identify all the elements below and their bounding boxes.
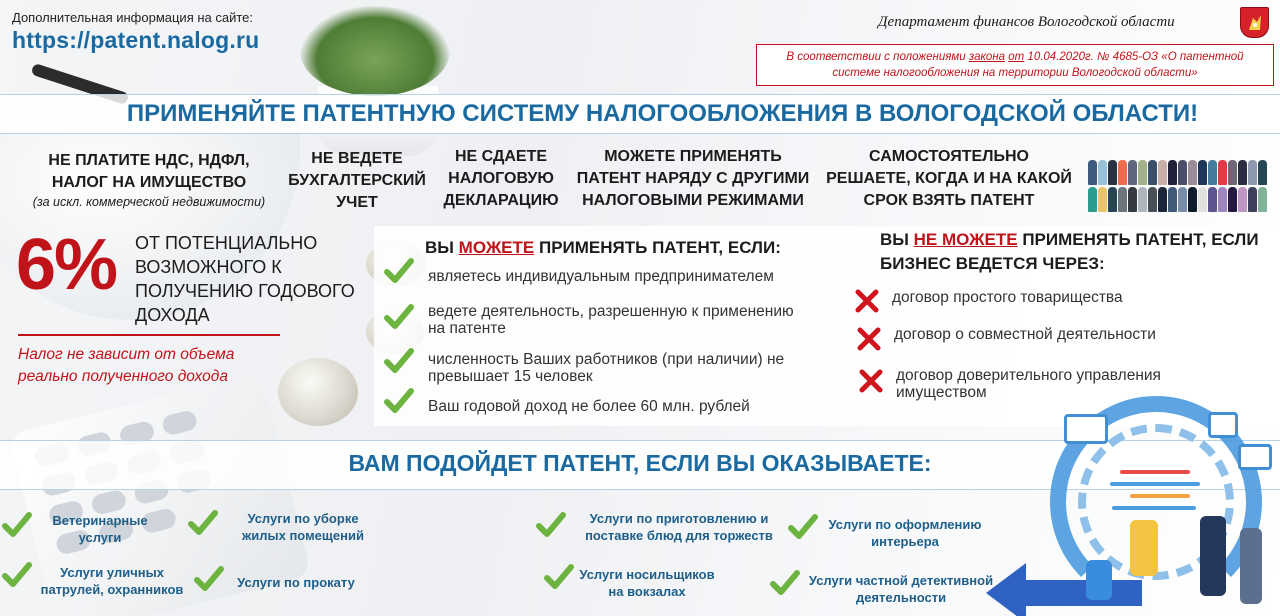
benefit-no-vat <box>18 150 280 210</box>
rate-line: ВОЗМОЖНОГО К <box>135 257 282 277</box>
tax-note <box>18 344 288 388</box>
benefit-no-declaration <box>430 146 572 212</box>
condition-line: численность Ваших работников (при наличии) не <box>428 351 785 368</box>
check-icon <box>536 512 566 538</box>
check-icon <box>2 512 32 538</box>
service-item <box>228 574 364 591</box>
benefit-line: НЕ ПЛАТИТЕ НДС, НДФЛ, <box>48 152 250 169</box>
benefit-line: САМОСТОЯТЕЛЬНО <box>869 148 1029 165</box>
can-condition <box>428 398 750 415</box>
tax-note-line: Налог не зависит от объема <box>18 346 235 363</box>
check-icon <box>384 348 414 374</box>
cannot-heading-suffix: ПРИМЕНЯТЬ ПАТЕНТ, ЕСЛИ <box>1017 230 1259 249</box>
check-icon <box>188 510 218 536</box>
cross-icon <box>858 368 884 394</box>
law-line2: системе налогообложения на территории Вологодской области» <box>832 67 1198 79</box>
info-label: Дополнительная информация на сайте: <box>12 10 254 25</box>
benefit-line: НАЛОГ НА ИМУЩЕСТВО <box>51 174 247 191</box>
benefit-no-accounting <box>282 148 432 214</box>
service-line: Услуги по уборке <box>247 511 359 526</box>
person-illustration <box>1130 520 1158 576</box>
screen-illustration <box>1208 412 1238 438</box>
benefit-line: МОЖЕТЕ ПРИМЕНЯТЬ <box>604 148 782 165</box>
condition-line: договор о совместной деятельности <box>894 326 1156 343</box>
service-item <box>574 566 720 600</box>
can-heading-highlight: МОЖЕТЕ <box>458 238 535 257</box>
check-icon <box>2 562 32 588</box>
cannot-condition <box>896 367 1161 401</box>
check-icon <box>788 514 818 540</box>
person-illustration <box>1200 516 1226 596</box>
benefit-line: СРОК ВЗЯТЬ ПАТЕНТ <box>863 192 1035 209</box>
cross-icon <box>854 288 880 314</box>
site-link[interactable]: https://patent.nalog.ru <box>12 27 260 53</box>
rate-description <box>135 231 360 327</box>
cannot-condition <box>892 289 1123 306</box>
check-icon <box>544 564 574 590</box>
condition-line: ведете деятельность, разрешенную к применению <box>428 303 794 320</box>
plant-decoration <box>300 6 450 96</box>
service-line: патрулей, охранников <box>40 582 184 597</box>
service-item <box>820 516 990 550</box>
benefit-line: НЕ ВЕДЕТЕ <box>311 150 403 167</box>
main-title: ПРИМЕНЯЙТЕ ПАТЕНТНУЮ СИСТЕМУ НАЛОГООБЛОЖЕНИЯ В ВОЛОГОДСКОЙ ОБЛАСТИ! <box>126 100 1199 127</box>
rate-line: ДОХОДА <box>135 305 210 325</box>
can-condition <box>428 303 794 337</box>
service-line: на вокзалах <box>608 584 686 599</box>
rate-line: ПОЛУЧЕНИЮ ГОДОВОГО <box>135 281 355 301</box>
code-line-illustration <box>1120 470 1190 474</box>
benefit-combine-regimes <box>568 146 818 212</box>
benefit-choose-term <box>822 146 1076 212</box>
condition-line: на патенте <box>428 320 506 337</box>
cannot-condition <box>894 326 1156 343</box>
benefit-line: НАЛОГОВУЮ <box>448 170 554 187</box>
condition-line: договор доверительного управления <box>896 367 1161 384</box>
service-line: Услуги по оформлению <box>828 517 982 532</box>
crowd-illustration <box>1088 160 1274 212</box>
law-rest: 10.04.2020г. № 4685-ОЗ «О патентной <box>1024 51 1244 63</box>
person-illustration <box>1086 560 1112 600</box>
check-icon <box>384 388 414 414</box>
screen-illustration <box>1238 444 1272 470</box>
cannot-heading-line2: БИЗНЕС ВЕДЕТСЯ ЧЕРЕЗ: <box>880 254 1105 273</box>
condition-line: превышает 15 человек <box>428 368 593 385</box>
law-word-link: закона <box>968 51 1006 63</box>
department-name: Департамент финансов Вологодской области <box>878 14 1175 30</box>
service-line: деятельности <box>855 590 947 605</box>
code-line-illustration <box>1110 482 1200 486</box>
service-line: услуги <box>78 530 122 545</box>
tax-note-line: реально полученного дохода <box>18 368 228 385</box>
service-line: жилых помещений <box>242 528 364 543</box>
service-item <box>574 510 784 544</box>
can-condition <box>428 351 784 385</box>
service-line: Услуги по прокату <box>237 575 355 590</box>
condition-line: имуществом <box>896 384 987 401</box>
service-line: Услуги частной детективной <box>808 573 994 588</box>
divider <box>18 334 280 336</box>
benefit-line: ПАТЕНТ НАРЯДУ С ДРУГИМИ <box>576 170 810 187</box>
check-icon <box>770 570 800 596</box>
person-illustration <box>1240 528 1262 604</box>
service-line: интерьера <box>871 534 939 549</box>
benefit-line: НЕ СДАЕТЕ <box>454 148 548 165</box>
rate-value: 6% <box>16 225 117 305</box>
cannot-heading-highlight: НЕ МОЖЕТЕ <box>913 230 1018 249</box>
service-item <box>804 572 998 606</box>
arrow-illustration <box>1022 580 1142 606</box>
coin-decoration <box>278 358 358 426</box>
benefit-line: ДЕКЛАРАЦИЮ <box>443 192 559 209</box>
can-heading-suffix: ПРИМЕНЯТЬ ПАТЕНТ, ЕСЛИ: <box>534 238 781 257</box>
can-heading <box>425 236 781 260</box>
service-line: Ветеринарные <box>52 513 148 528</box>
service-item <box>34 564 190 598</box>
service-line: Услуги по приготовлению и <box>589 511 769 526</box>
can-heading-prefix: ВЫ <box>425 238 459 257</box>
code-line-illustration <box>1130 494 1190 498</box>
service-line: Услуги уличных <box>60 565 164 580</box>
check-icon <box>384 304 414 330</box>
cannot-heading-prefix: ВЫ <box>880 230 914 249</box>
service-item <box>40 512 160 546</box>
rate-line: ОТ ПОТЕНЦИАЛЬНО <box>135 233 318 253</box>
condition-line: договор простого товарищества <box>892 289 1123 306</box>
cannot-heading <box>880 228 1259 276</box>
region-emblem-icon <box>1240 7 1269 38</box>
condition-line: являетесь индивидуальным предпринимателем <box>428 268 774 285</box>
condition-line: Ваш годовой доход не более 60 млн. рублей <box>428 398 750 415</box>
check-icon <box>194 566 224 592</box>
code-line-illustration <box>1112 506 1196 510</box>
benefit-note: (за искл. коммерческой недвижимости) <box>32 195 266 209</box>
service-item <box>226 510 380 544</box>
service-line: поставке блюд для торжеств <box>585 528 773 543</box>
benefit-line: НАЛОГОВЫМИ РЕЖИМАМИ <box>582 192 804 209</box>
law-word-from: от <box>1008 51 1025 63</box>
benefit-line: РЕШАЕТЕ, КОГДА И НА КАКОЙ <box>826 170 1072 187</box>
services-title: ВАМ ПОДОЙДЕТ ПАТЕНТ, ЕСЛИ ВЫ ОКАЗЫВАЕТЕ: <box>348 450 932 476</box>
service-line: Услуги носильщиков <box>579 567 715 582</box>
benefit-line: БУХГАЛТЕРСКИЙ <box>288 172 426 189</box>
cross-icon <box>856 326 882 352</box>
can-condition <box>428 268 774 285</box>
screen-illustration <box>1064 414 1108 444</box>
benefit-line: УЧЕТ <box>336 194 378 211</box>
law-prefix: В соответствии с положениями <box>786 51 969 63</box>
law-reference-box <box>756 44 1274 86</box>
check-icon <box>384 258 414 284</box>
